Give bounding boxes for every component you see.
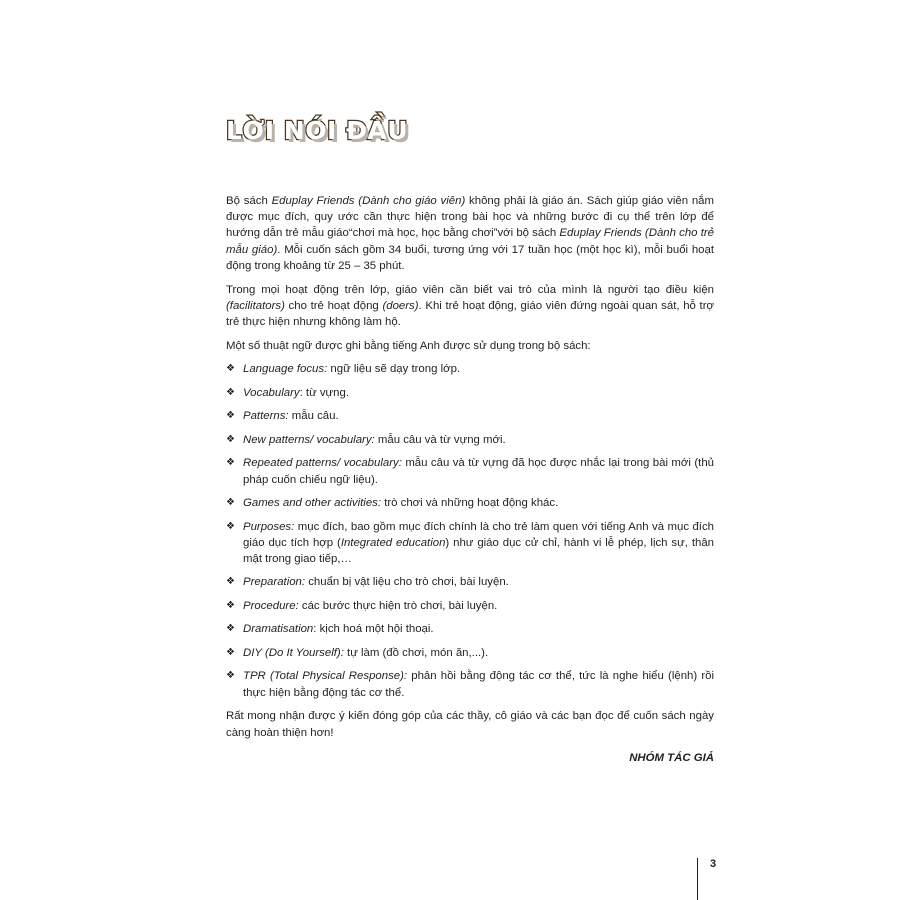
italic-term: Eduplay Friends (Dành cho trẻ mẫu giáo) xyxy=(226,227,714,256)
text-run: mục đích, bao gồm mục đích chính là cho trẻ làm quen với tiếng Anh và mục đích giáo dục tích hợp ( xyxy=(243,520,714,549)
term-item xyxy=(226,432,714,448)
italic-term: Repeated patterns/ vocabulary: xyxy=(243,457,402,470)
term-item xyxy=(226,455,714,487)
diamond-bullet-icon: ❖ xyxy=(226,576,235,588)
diamond-bullet-icon: ❖ xyxy=(226,386,235,398)
italic-term: DIY (Do It Yourself): xyxy=(243,646,344,659)
text-run: . Khi trẻ hoạt động, giáo viên đứng ngoài quan sát, hỗ trợ trẻ thực hiện nhưng không làm hộ. xyxy=(226,299,714,328)
italic-term: Purposes: xyxy=(243,520,295,533)
italic-term: New patterns/ vocabulary: xyxy=(243,433,375,446)
text-run: không phải là giáo án. Sách giúp giáo viên nắm được mục đích, quy ước cần thực hiện trong bài học và những bước đi cụ thể trên lớp để hướng dẫn trẻ mẫu giáo“chơi mà học, học bằng chơi”với bộ sách xyxy=(226,195,714,240)
term-item xyxy=(226,598,714,614)
closing-paragraph: Rất mong nhận được ý kiến đóng góp của các thầy, cô giáo và các bạn đọc để cuốn sách ngày càng hoàn thiện hơn! xyxy=(226,710,714,739)
diamond-bullet-icon: ❖ xyxy=(226,497,235,509)
diamond-bullet-icon: ❖ xyxy=(226,520,235,532)
term-item xyxy=(226,519,714,568)
italic-term: Preparation: xyxy=(243,576,306,589)
text-run: mẫu câu và từ vựng đã học được nhắc lại trong bài mới (thủ pháp cuốn chiếu ngữ liệu). xyxy=(243,457,714,486)
term-item xyxy=(226,361,714,377)
intro-paragraphs xyxy=(226,193,714,354)
text-run: : từ vựng. xyxy=(299,386,350,399)
italic-term: Language focus: xyxy=(243,363,328,376)
page-title: LỜI NÓI ĐẦU xyxy=(226,116,409,145)
italic-term: Games and other activities: xyxy=(243,497,382,510)
text-run: ) như giáo dục cử chỉ, hành vi lễ phép, lịch sự, thân mật trong giao tiếp,… xyxy=(243,536,714,565)
diamond-bullet-icon: ❖ xyxy=(226,410,235,422)
term-item xyxy=(226,621,714,637)
page-number-divider xyxy=(697,858,698,900)
diamond-bullet-icon: ❖ xyxy=(226,670,235,682)
diamond-bullet-icon: ❖ xyxy=(226,646,235,658)
italic-term: Vocabulary xyxy=(243,386,300,399)
term-item xyxy=(226,408,714,424)
italic-term: TPR (Total Physical Response): xyxy=(243,670,408,683)
term-item xyxy=(226,645,714,661)
italic-term: Eduplay Friends (Dành cho giáo viên) xyxy=(271,195,466,207)
body-paragraph xyxy=(226,282,714,331)
diamond-bullet-icon: ❖ xyxy=(226,457,235,469)
text-run: Trong mọi hoạt động trên lớp, giáo viên cần biết vai trò của mình là người tạo điều kiện xyxy=(226,283,714,296)
term-item xyxy=(226,574,714,590)
text-run: mẫu câu. xyxy=(288,410,339,423)
terms-list xyxy=(226,361,714,701)
term-item xyxy=(226,495,714,511)
page-number: 3 xyxy=(710,858,717,870)
text-run: tự làm (đồ chơi, món ăn,...). xyxy=(343,646,489,659)
italic-term: (facilitators) xyxy=(226,299,285,312)
text-run: : kịch hoá một hội thoại. xyxy=(313,623,434,636)
italic-term: Dramatisation xyxy=(243,623,314,636)
term-item xyxy=(226,385,714,401)
text-run: mẫu câu và từ vựng mới. xyxy=(374,433,506,446)
diamond-bullet-icon: ❖ xyxy=(226,623,235,635)
text-run: . Mỗi cuốn sách gồm 34 buổi, tương ứng với 17 tuần học (một học kì), mỗi buổi hoạt động trong khoảng từ 25 – 35 phút. xyxy=(226,243,715,272)
diamond-bullet-icon: ❖ xyxy=(226,433,235,445)
italic-term: Procedure: xyxy=(243,599,299,612)
text-run: cho trẻ hoạt động xyxy=(284,299,383,312)
preface-body xyxy=(226,193,714,773)
text-run: phản hồi bằng động tác cơ thể, tức là nghe hiểu (lệnh) rồi thực hiện bằng động tác cơ thể. xyxy=(243,670,714,699)
italic-term: Patterns: xyxy=(243,410,289,423)
text-run: trò chơi và những hoạt động khác. xyxy=(381,497,559,510)
text-run: ngữ liệu sẽ dạy trong lớp. xyxy=(327,363,461,376)
text-run: các bước thực hiện trò chơi, bài luyện. xyxy=(298,599,498,612)
text-run: chuẩn bị vật liệu cho trò chơi, bài luyện. xyxy=(305,576,509,589)
text-run: Một số thuật ngữ được ghi bằng tiếng Anh được sử dụng trong bộ sách: xyxy=(226,339,591,352)
text-run: Bộ sách xyxy=(226,195,272,207)
italic-term: Integrated education xyxy=(340,536,446,549)
term-item xyxy=(226,668,714,700)
author-signature: NHÓM TÁC GIẢ xyxy=(629,751,714,764)
diamond-bullet-icon: ❖ xyxy=(226,363,235,375)
italic-term: (doers) xyxy=(382,299,419,312)
body-paragraph xyxy=(226,338,714,354)
diamond-bullet-icon: ❖ xyxy=(226,599,235,611)
body-paragraph xyxy=(226,193,714,274)
